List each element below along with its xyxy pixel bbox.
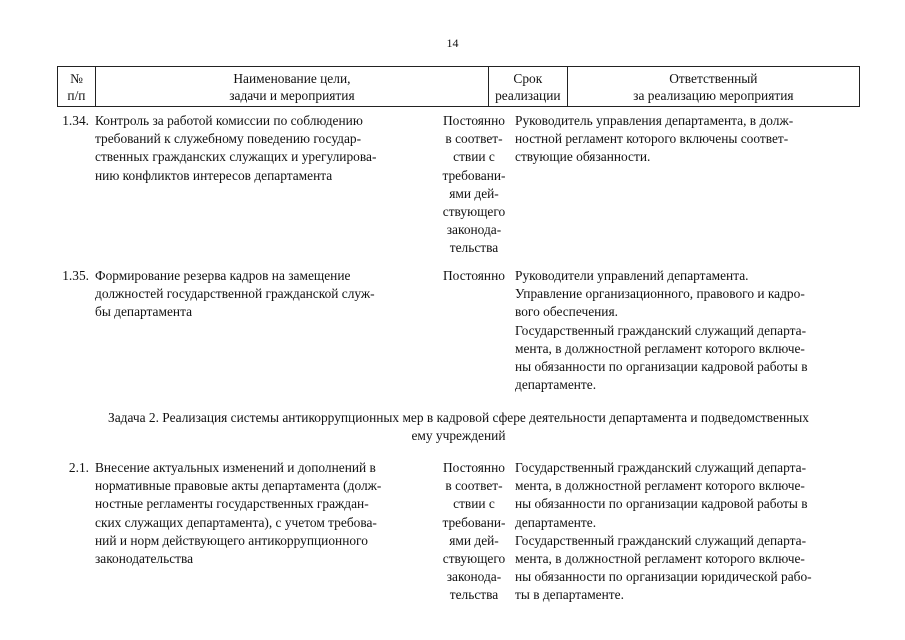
task-heading-line: ему учреждений <box>411 428 506 443</box>
row-responsible-line: Руководители управлений департамента. <box>515 268 749 283</box>
row-name-line: Формирование резерва кадров на замещение <box>95 268 351 283</box>
header-responsible-line: Ответственный <box>669 70 758 86</box>
row-term-line: законода- <box>446 569 502 585</box>
row-name-line: законодательства <box>95 551 194 567</box>
row-name <box>95 459 431 605</box>
row-term <box>437 267 511 394</box>
header-responsible-line: за реализацию мероприятия <box>633 87 794 103</box>
row-responsible-line: ствующие обязанности. <box>515 149 651 165</box>
row-responsible-line: Государственный гражданский служащий департа- <box>515 460 807 475</box>
row-term <box>437 459 511 605</box>
row-term-line: требовани- <box>442 514 506 530</box>
task-heading-line: Задача 2. Реализация системы антикоррупционных мер в кадровой сфере деятельности департамента и подведомственных <box>108 410 809 425</box>
task-heading <box>57 409 860 445</box>
row-term-line: в соответ- <box>445 131 503 147</box>
row-name <box>95 112 431 258</box>
table-row <box>57 267 860 394</box>
row-responsible-line: ны обязанности по организации юридической рабо- <box>515 569 812 585</box>
header-name-line: задачи и мероприятия <box>229 87 355 103</box>
row-term-line: ствующего <box>442 204 506 220</box>
row-term-line: Постоянно <box>443 113 505 128</box>
row-name-line: Контроль за работой комиссии по соблюдению <box>95 113 363 128</box>
row-responsible-line: мента, в должностной регламент которого включе- <box>515 551 805 567</box>
header-number-line: п/п <box>67 87 86 103</box>
header-name <box>96 67 489 106</box>
row-name-line: ственных гражданских служащих и урегулирова- <box>95 149 377 165</box>
row-name-line: ний и норм действующего антикоррупционного <box>95 532 368 548</box>
header-responsible <box>568 67 859 106</box>
row-responsible <box>515 267 851 394</box>
row-name-line: ностные регламенты государственных граждан- <box>95 496 369 512</box>
row-responsible <box>515 459 851 605</box>
header-term-line: реализации <box>495 87 561 103</box>
table-row <box>57 459 860 605</box>
table-header <box>57 66 860 107</box>
row-number: 1.34. <box>62 113 89 128</box>
row-responsible-line: Руководитель управления департамента, в долж- <box>515 113 794 128</box>
row-term-line: ями дей- <box>449 532 499 548</box>
row-responsible-line: мента, в должностной регламент которого включе- <box>515 340 805 356</box>
row-responsible-line: вого обеспечения. <box>515 304 618 320</box>
row-term-line: законода- <box>446 222 502 238</box>
table-row <box>57 112 860 258</box>
header-term-line: Срок <box>513 70 543 86</box>
row-name-line: требований к служебному поведению государ- <box>95 131 362 147</box>
row-number: 2.1. <box>68 460 89 475</box>
row-term-line: тельства <box>449 240 499 256</box>
row-responsible <box>515 112 851 258</box>
row-responsible-line: мента, в должностной регламент которого включе- <box>515 478 805 494</box>
row-responsible-line: департаменте. <box>515 377 597 393</box>
row-responsible-line: департаменте. <box>515 514 597 530</box>
row-term-line: ями дей- <box>449 185 499 201</box>
row-responsible-line: Государственный гражданский служащий департа- <box>515 532 807 548</box>
row-name-line: Внесение актуальных изменений и дополнений в <box>95 460 376 475</box>
row-responsible-line: Государственный гражданский служащий департа- <box>515 322 807 338</box>
row-term-line: ствующего <box>442 551 506 567</box>
row-term-line: ствии с <box>453 149 495 165</box>
row-term-line: Постоянно <box>443 460 505 475</box>
row-number: 1.35. <box>62 268 89 283</box>
header-name-line: Наименование цели, <box>233 70 351 86</box>
row-responsible-line: ны обязанности по организации кадровой работы в <box>515 496 808 512</box>
row-responsible-line: ностной регламент которого включены соответ- <box>515 131 789 147</box>
row-name-line: ских служащих департамента), с учетом требова- <box>95 514 377 530</box>
row-term-line: требовани- <box>442 167 506 183</box>
row-name-line: бы департамента <box>95 304 193 320</box>
header-number-line: № <box>70 70 83 86</box>
row-responsible-line: ты в департаменте. <box>515 587 624 603</box>
row-term-line: ствии с <box>453 496 495 512</box>
header-term <box>489 67 568 106</box>
row-responsible-line: ны обязанности по организации кадровой работы в <box>515 359 808 375</box>
row-term-line: в соответ- <box>445 478 503 494</box>
row-term-line: тельства <box>449 587 499 603</box>
row-name-line: нормативные правовые акты департамента (долж- <box>95 478 382 494</box>
row-term <box>437 112 511 258</box>
row-name-line: нию конфликтов интересов департамента <box>95 167 333 183</box>
row-name <box>95 267 431 394</box>
row-term-line: Постоянно <box>443 268 505 283</box>
row-name-line: должностей государственной гражданской служ- <box>95 286 375 302</box>
page-number: 14 <box>446 36 459 50</box>
row-responsible-line: Управление организационного, правового и кадро- <box>515 286 805 302</box>
header-number <box>58 67 96 106</box>
